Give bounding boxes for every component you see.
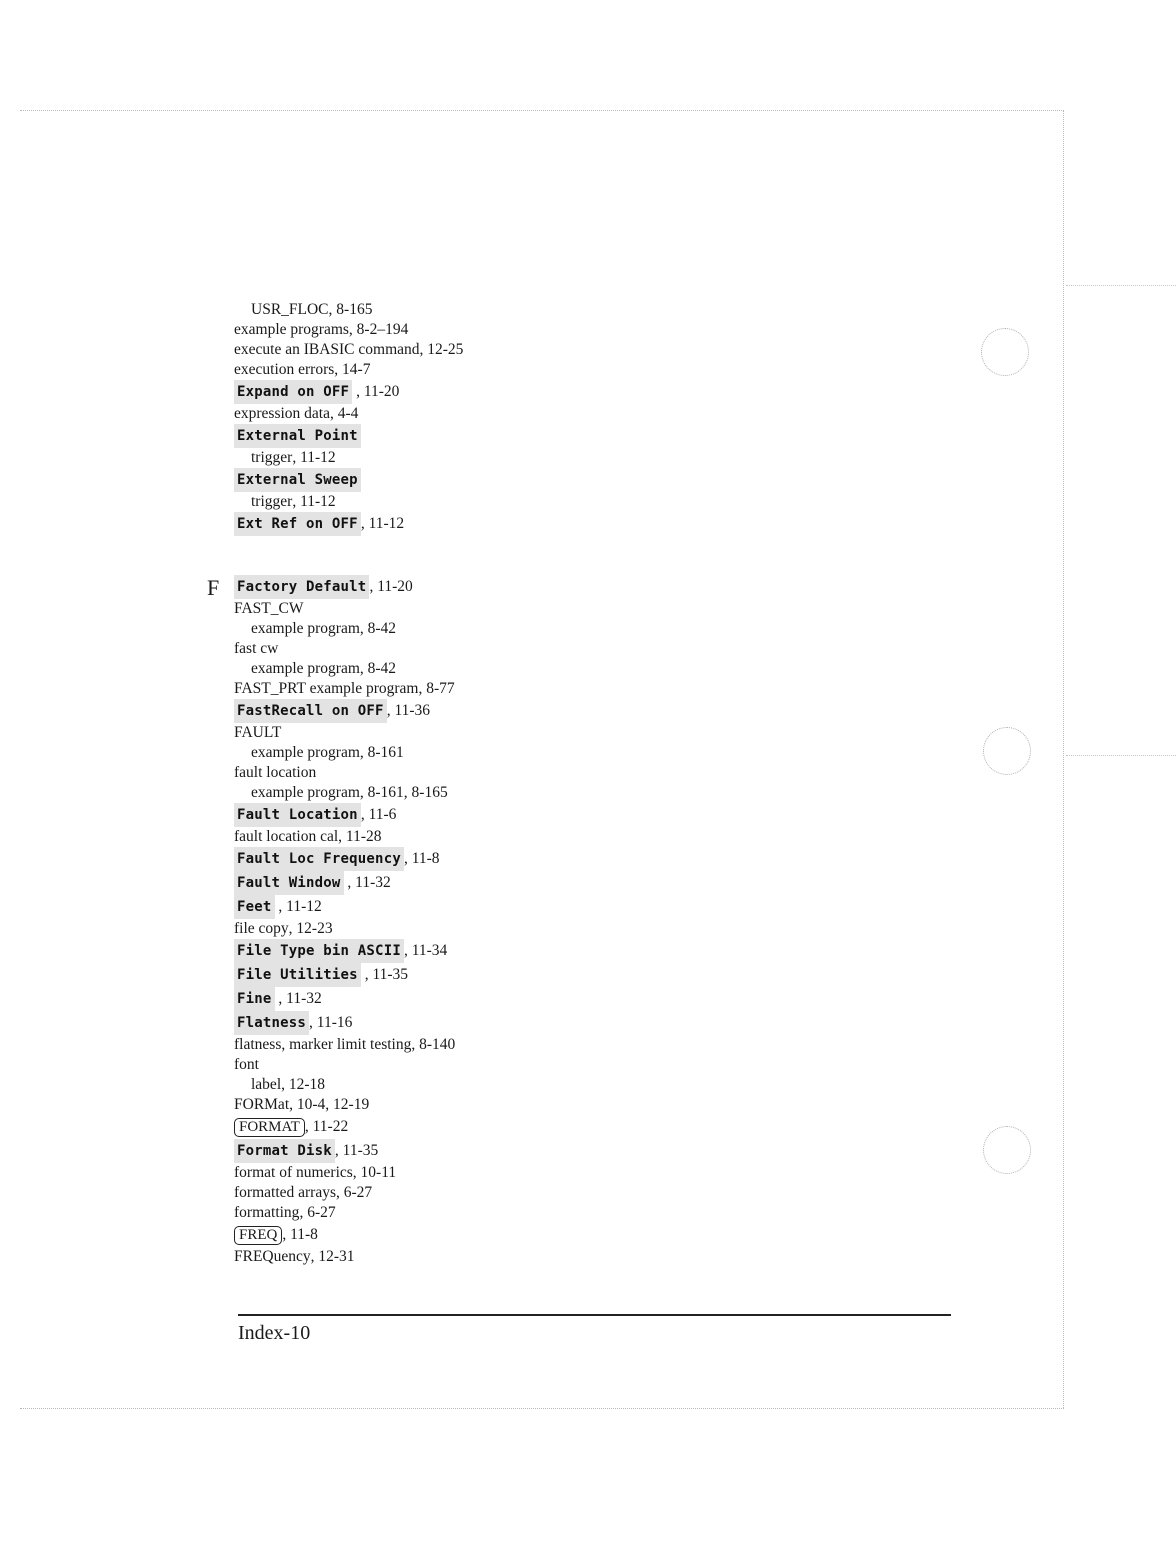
entry-label: formatted arrays <box>234 1184 336 1201</box>
index-entry <box>234 847 794 871</box>
entry-label: label <box>251 1076 282 1093</box>
punch-hole <box>983 727 1031 775</box>
entry-separator: , <box>274 898 287 915</box>
page-refs: 11-35 <box>342 1142 379 1159</box>
entry-label: fast cw <box>234 640 279 657</box>
index-column <box>234 300 794 1267</box>
entry-label: example program <box>251 620 360 637</box>
entry-label: trigger <box>251 493 293 510</box>
index-entry <box>234 895 794 919</box>
softkey-label: Fault Loc Frequency <box>234 847 404 871</box>
index-subentry <box>234 659 794 679</box>
page-refs: 11-12 <box>300 449 336 466</box>
page-refs: 11-12 <box>286 898 322 915</box>
entry-label: USR_FLOC <box>251 301 329 318</box>
entry-separator: , <box>329 405 338 422</box>
entry-separator: , <box>338 828 346 845</box>
entry-separator: , <box>359 620 368 637</box>
softkey-label: Fine <box>234 987 275 1011</box>
index-entry <box>234 1139 794 1163</box>
index-entry <box>234 679 794 699</box>
entry-separator: , <box>386 702 395 719</box>
softkey-label: Format Disk <box>234 1139 335 1163</box>
entry-label: FREQuency <box>234 1248 311 1265</box>
tab-divider-line <box>1066 755 1176 756</box>
entry-label: FORMat <box>234 1096 290 1113</box>
entry-separator: , <box>352 383 364 400</box>
index-entry <box>234 1223 794 1247</box>
index-entry <box>234 871 794 895</box>
page-refs: 11-34 <box>411 942 448 959</box>
page-refs: 11-8 <box>411 850 440 867</box>
page-refs: 11-20 <box>363 383 400 400</box>
entry-label: expression data <box>234 405 330 422</box>
entry-separator: , <box>418 680 427 697</box>
index-entry <box>234 1203 794 1223</box>
page-refs: 8-2–194 <box>356 321 409 338</box>
entry-separator: , <box>292 493 301 510</box>
index-entry <box>234 803 794 827</box>
softkey-label: External Sweep <box>234 468 361 492</box>
entry-separator: , <box>274 990 287 1007</box>
index-subentry <box>234 619 794 639</box>
entry-label: formatting <box>234 1204 300 1221</box>
index-entry <box>234 320 794 340</box>
page-refs: 12-18 <box>288 1076 326 1093</box>
entry-separator: , <box>336 1184 344 1201</box>
index-entry <box>234 639 794 659</box>
page-refs: 12-31 <box>318 1248 355 1265</box>
entry-label: FAST_CW <box>234 600 304 617</box>
index-subentry <box>234 492 794 512</box>
entry-label: font <box>234 1056 259 1073</box>
page-refs: 11-12 <box>300 493 336 510</box>
entry-separator: , <box>299 1204 308 1221</box>
softkey-label: External Point <box>234 424 361 448</box>
softkey-label: Fault Window <box>234 871 344 895</box>
page-refs: 8-161, 8-165 <box>367 784 448 801</box>
entry-label: format of numerics <box>234 1164 353 1181</box>
page-refs: 8-165 <box>336 301 373 318</box>
entry-label: fault location <box>234 764 317 781</box>
index-entry <box>234 827 794 847</box>
index-entry <box>234 1247 794 1267</box>
entry-label: example program <box>251 660 360 677</box>
index-entry <box>234 340 794 360</box>
index-entry <box>234 963 794 987</box>
index-list-f <box>234 575 794 1267</box>
entry-separator: , <box>359 744 368 761</box>
index-entry <box>234 699 794 723</box>
index-entry <box>234 919 794 939</box>
entry-separator: , <box>352 1164 361 1181</box>
entry-separator: , <box>304 1118 313 1135</box>
page-refs: 8-42 <box>367 660 397 677</box>
footer-rule <box>238 1314 951 1316</box>
entry-separator: , <box>360 966 373 983</box>
entry-separator: , <box>310 1248 319 1265</box>
entry-separator: , <box>403 850 412 867</box>
index-entry <box>234 424 794 448</box>
page-refs: 11-32 <box>355 874 391 891</box>
index-subentry <box>234 743 794 763</box>
index-subentry <box>234 448 794 468</box>
hardkey-label: FORMAT <box>234 1118 305 1137</box>
entry-label: trigger <box>251 449 293 466</box>
entry-separator: , <box>419 341 428 358</box>
entry-label: flatness, marker limit testing <box>234 1036 412 1053</box>
softkey-label: Feet <box>234 895 275 919</box>
page-refs: 11-12 <box>368 515 405 532</box>
index-entry <box>234 1011 794 1035</box>
index-entry <box>234 939 794 963</box>
index-entry <box>234 599 794 619</box>
entry-label: fault location cal <box>234 828 339 845</box>
entry-separator: , <box>281 1076 289 1093</box>
page-refs: 11-32 <box>286 990 322 1007</box>
entry-separator: , <box>334 1142 343 1159</box>
entry-separator: , <box>282 1226 291 1243</box>
entry-separator: , <box>289 1096 297 1113</box>
entry-separator: , <box>360 515 369 532</box>
page-refs: 11-22 <box>312 1118 349 1135</box>
index-entry <box>234 1115 794 1139</box>
index-entry <box>234 404 794 424</box>
page-refs: 11-6 <box>368 806 397 823</box>
page-refs: 8-161 <box>367 744 404 761</box>
punch-hole <box>981 328 1029 376</box>
page-edge-top <box>20 110 1064 111</box>
softkey-label: Fault Location <box>234 803 361 827</box>
page-number: Index-10 <box>238 1322 311 1344</box>
tab-divider-line <box>1066 285 1176 286</box>
punch-hole <box>983 1126 1031 1174</box>
softkey-label: Expand on OFF <box>234 380 352 404</box>
entry-separator: , <box>411 1036 420 1053</box>
index-subentry <box>234 783 794 803</box>
index-entry <box>234 763 794 783</box>
index-subentry <box>234 300 794 320</box>
entry-separator: , <box>334 361 343 378</box>
page-edge-bottom <box>20 1408 1064 1409</box>
page-edge-right <box>1063 110 1064 1408</box>
page-refs: 11-36 <box>394 702 431 719</box>
entry-label: execute an IBASIC command <box>234 341 420 358</box>
entry-label: example programs <box>234 321 349 338</box>
section-letter: F <box>207 575 220 600</box>
entry-separator: , <box>359 784 368 801</box>
entry-separator: , <box>359 660 368 677</box>
entry-separator: , <box>343 874 356 891</box>
entry-separator: , <box>328 301 337 318</box>
index-entry <box>234 1095 794 1115</box>
page-refs: 8-42 <box>367 620 397 637</box>
index-entry <box>234 380 794 404</box>
index-subentry <box>234 1075 794 1095</box>
entry-label: execution errors <box>234 361 335 378</box>
hardkey-label: FREQ <box>234 1226 282 1245</box>
page-refs: 12-23 <box>296 920 333 937</box>
page-refs: 8-140 <box>419 1036 456 1053</box>
section-gap <box>234 536 794 575</box>
index-list-e-continued <box>234 300 794 536</box>
index-entry <box>234 575 794 599</box>
entry-label: FAULT <box>234 724 282 741</box>
index-entry <box>234 1055 794 1075</box>
entry-separator: , <box>369 578 378 595</box>
page-refs: 8-77 <box>426 680 455 697</box>
page-refs: 14-7 <box>342 361 371 378</box>
entry-separator: , <box>403 942 412 959</box>
entry-separator: , <box>309 1014 317 1031</box>
page-refs: 11-16 <box>316 1014 353 1031</box>
page-refs: 11-20 <box>377 578 413 595</box>
page-refs: 11-8 <box>290 1226 318 1243</box>
entry-label: FAST_PRT example program <box>234 680 419 697</box>
page-refs: 12-25 <box>427 341 464 358</box>
page-refs: 4-4 <box>337 405 359 422</box>
page-refs: 10-11 <box>360 1164 397 1181</box>
softkey-label: File Type bin ASCII <box>234 939 404 963</box>
softkey-label: Ext Ref on OFF <box>234 512 361 536</box>
softkey-label: FastRecall on OFF <box>234 699 387 723</box>
index-entry <box>234 512 794 536</box>
index-entry <box>234 360 794 380</box>
page-refs: 6-27 <box>307 1204 336 1221</box>
softkey-label: File Utilities <box>234 963 361 987</box>
page-refs: 11-28 <box>345 828 382 845</box>
page-refs: 11-35 <box>372 966 409 983</box>
index-entry <box>234 468 794 492</box>
entry-separator: , <box>292 449 301 466</box>
entry-separator: , <box>288 920 297 937</box>
page-refs: 6-27 <box>343 1184 373 1201</box>
entry-separator: , <box>348 321 357 338</box>
softkey-label: Factory Default <box>234 575 369 599</box>
index-entry <box>234 723 794 743</box>
index-entry <box>234 1035 794 1055</box>
index-entry <box>234 987 794 1011</box>
index-entry <box>234 1163 794 1183</box>
entry-label: example program <box>251 744 360 761</box>
entry-separator: , <box>360 806 369 823</box>
page-refs: 10-4, 12-19 <box>296 1096 370 1113</box>
index-entry <box>234 1183 794 1203</box>
entry-label: file copy <box>234 920 289 937</box>
entry-label: example program <box>251 784 360 801</box>
softkey-label: Flatness <box>234 1011 309 1035</box>
